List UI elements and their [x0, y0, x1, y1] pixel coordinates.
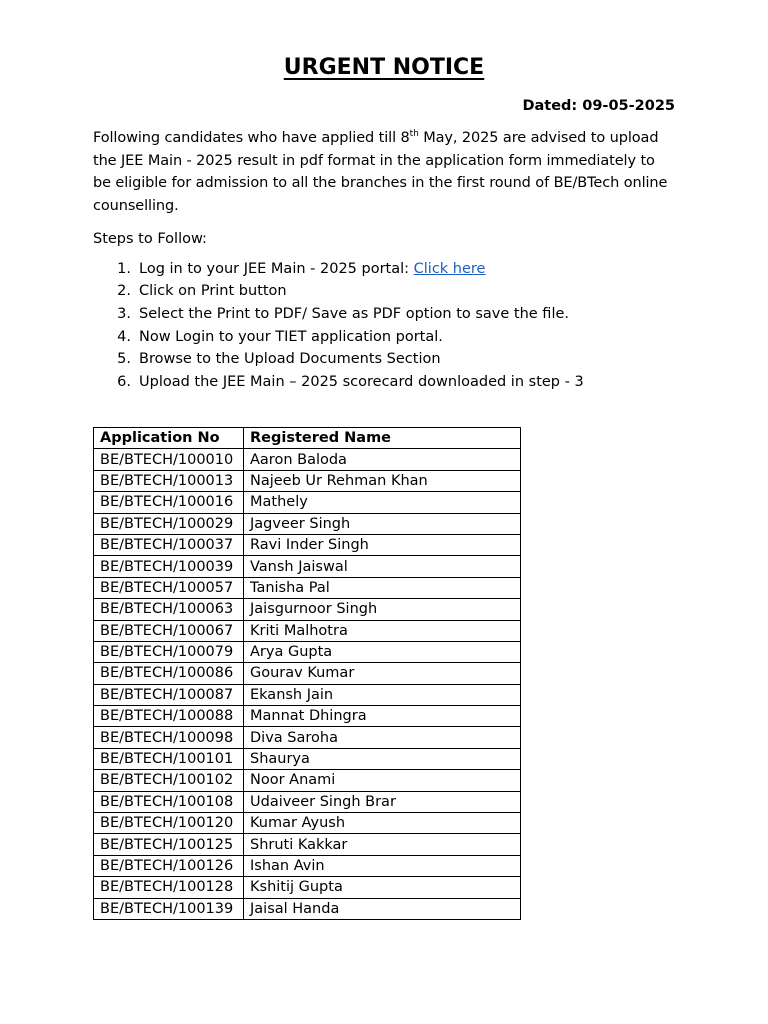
- application-no-cell: BE/BTECH/100029: [94, 513, 244, 534]
- registered-name-cell: Kumar Ayush: [244, 813, 521, 834]
- step-item: [93, 258, 675, 281]
- registered-name-cell: Tanisha Pal: [244, 577, 521, 598]
- notice-title: URGENT NOTICE: [283, 55, 485, 80]
- table-row: [94, 599, 521, 620]
- registered-name-cell: Jaisal Handa: [244, 898, 521, 919]
- notice-intro: [93, 127, 675, 218]
- registered-name-cell: Udaiveer Singh Brar: [244, 791, 521, 812]
- table-row: [94, 641, 521, 662]
- registered-name-cell: Mathely: [244, 492, 521, 513]
- application-no-cell: BE/BTECH/100037: [94, 534, 244, 555]
- application-no-cell: BE/BTECH/100125: [94, 834, 244, 855]
- step-text: Click on Print button: [139, 283, 287, 300]
- steps-heading: Steps to Follow:: [93, 230, 207, 247]
- intro-text-part-2: May, 2025 are advised to upload the JEE Main - 2025 result in pdf format in the application form immediately to be eligible for admission to all the branches in the first round of BE/BTech online counselling.: [93, 130, 668, 215]
- registered-name-cell: Ravi Inder Singh: [244, 534, 521, 555]
- registered-name-cell: Kriti Malhotra: [244, 620, 521, 641]
- registered-name-cell: Gourav Kumar: [244, 663, 521, 684]
- table-header-row: [94, 428, 521, 449]
- step-text: Upload the JEE Main – 2025 scorecard downloaded in step - 3: [139, 373, 584, 390]
- application-no-cell: BE/BTECH/100039: [94, 556, 244, 577]
- registered-name-cell: Shaurya: [244, 748, 521, 769]
- application-no-cell: BE/BTECH/100120: [94, 813, 244, 834]
- registered-name-cell: Najeeb Ur Rehman Khan: [244, 470, 521, 491]
- registered-name-cell: Shruti Kakkar: [244, 834, 521, 855]
- registered-name-cell: Jaisgurnoor Singh: [244, 599, 521, 620]
- table-row: [94, 813, 521, 834]
- step-number: 1.: [117, 260, 131, 277]
- table-row: [94, 706, 521, 727]
- application-no-cell: BE/BTECH/100057: [94, 577, 244, 598]
- application-no-cell: BE/BTECH/100013: [94, 470, 244, 491]
- table-row: [94, 877, 521, 898]
- application-no-cell: BE/BTECH/100086: [94, 663, 244, 684]
- application-no-cell: BE/BTECH/100098: [94, 727, 244, 748]
- step-item: [93, 326, 675, 349]
- application-no-cell: BE/BTECH/100128: [94, 877, 244, 898]
- step-item: [93, 348, 675, 371]
- table-row: [94, 898, 521, 919]
- registered-name-cell: Arya Gupta: [244, 641, 521, 662]
- application-no-cell: BE/BTECH/100016: [94, 492, 244, 513]
- intro-superscript: th: [409, 129, 419, 140]
- application-no-cell: BE/BTECH/100108: [94, 791, 244, 812]
- application-no-cell: BE/BTECH/100087: [94, 684, 244, 705]
- table-row: [94, 556, 521, 577]
- table-row: [94, 684, 521, 705]
- application-no-cell: BE/BTECH/100079: [94, 641, 244, 662]
- table-row: [94, 577, 521, 598]
- table-row: [94, 834, 521, 855]
- step-text: Now Login to your TIET application portal.: [139, 328, 443, 345]
- registered-name-cell: Jagveer Singh: [244, 513, 521, 534]
- table-row: [94, 663, 521, 684]
- step-text: [139, 258, 485, 281]
- registered-name-cell: Mannat Dhingra: [244, 706, 521, 727]
- table-row: [94, 492, 521, 513]
- application-no-cell: BE/BTECH/100063: [94, 599, 244, 620]
- registered-name-cell: Diva Saroha: [244, 727, 521, 748]
- step-number: 4.: [117, 328, 131, 345]
- registered-name-cell: Vansh Jaiswal: [244, 556, 521, 577]
- step-number: 5.: [117, 351, 131, 368]
- application-no-cell: BE/BTECH/100126: [94, 855, 244, 876]
- step-text-body: Log in to your JEE Main - 2025 portal:: [139, 260, 414, 277]
- candidates-table: [93, 427, 521, 920]
- column-header-registered-name: Registered Name: [244, 428, 521, 449]
- application-no-cell: BE/BTECH/100139: [94, 898, 244, 919]
- registered-name-cell: Ishan Avin: [244, 855, 521, 876]
- application-no-cell: BE/BTECH/100067: [94, 620, 244, 641]
- intro-text-part-1: Following candidates who have applied till 8: [93, 130, 410, 146]
- step-text: Select the Print to PDF/ Save as PDF option to save the file.: [139, 306, 570, 322]
- registered-name-cell: Noor Anami: [244, 770, 521, 791]
- table-row: [94, 770, 521, 791]
- table-body: [94, 449, 521, 920]
- table-row: [94, 855, 521, 876]
- table-row: [94, 748, 521, 769]
- notice-document: [93, 52, 675, 393]
- step-item: [93, 280, 675, 303]
- step-item: [93, 371, 675, 394]
- application-no-cell: BE/BTECH/100102: [94, 770, 244, 791]
- table-row: [94, 620, 521, 641]
- table-row: [94, 791, 521, 812]
- table-row: [94, 727, 521, 748]
- step-number: 2.: [117, 283, 131, 300]
- registered-name-cell: Kshitij Gupta: [244, 877, 521, 898]
- steps-list: [93, 258, 675, 394]
- table-row: [94, 449, 521, 470]
- step-number: 6.: [117, 373, 131, 390]
- jee-portal-link[interactable]: Click here: [413, 260, 486, 277]
- application-no-cell: BE/BTECH/100101: [94, 748, 244, 769]
- registered-name-cell: Aaron Baloda: [244, 449, 521, 470]
- table-row: [94, 470, 521, 491]
- registered-name-cell: Ekansh Jain: [244, 684, 521, 705]
- step-text: Browse to the Upload Documents Section: [139, 351, 441, 368]
- notice-date: Dated: 09-05-2025: [522, 98, 675, 114]
- table-row: [94, 534, 521, 555]
- step-item: [93, 303, 675, 326]
- step-number: 3.: [117, 306, 131, 322]
- application-no-cell: BE/BTECH/100010: [94, 449, 244, 470]
- application-no-cell: BE/BTECH/100088: [94, 706, 244, 727]
- column-header-application-no: Application No: [94, 428, 244, 449]
- table-row: [94, 513, 521, 534]
